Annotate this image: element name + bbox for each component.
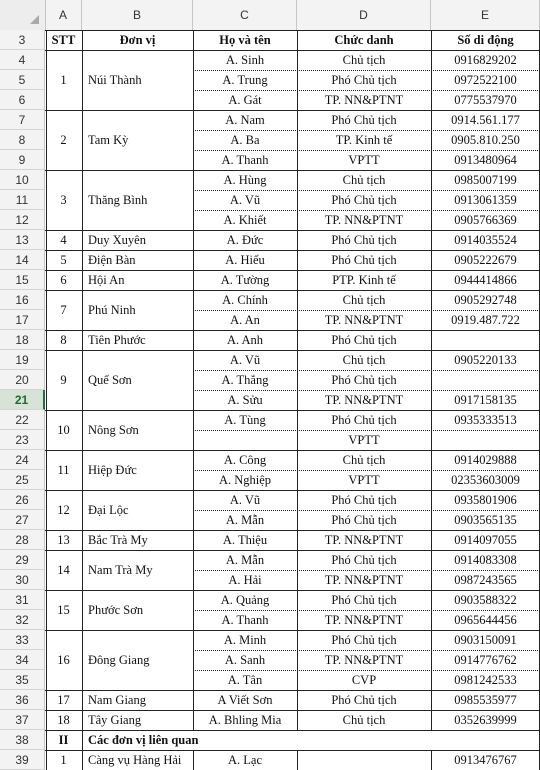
name-cell[interactable]: A. Quảng [220,593,270,607]
title-cell[interactable]: TP. NN&PTNT [324,393,404,407]
title-cell[interactable]: Chủ tịch [342,453,386,467]
title-cell[interactable]: Phó Chủ tịch [331,233,397,247]
row-header-25[interactable]: 25 [0,470,45,490]
phone-cell[interactable]: 0914083308 [454,553,517,567]
cell-border [46,30,47,770]
section-label[interactable]: Các đơn vị liên quan [88,733,199,747]
phone-cell[interactable]: 0919.487.722 [451,313,520,327]
title-cell[interactable]: TP. NN&PTNT [324,533,404,547]
title-cell[interactable] [297,750,431,770]
stt-cell[interactable]: 5 [60,253,67,267]
phone-cell[interactable] [431,330,540,350]
name-cell[interactable]: A. Thiệu [222,533,268,547]
phone-cell[interactable]: 0987243565 [454,573,517,587]
name-cell[interactable]: A. Ba [230,133,260,147]
phone-cell[interactable]: 0965644456 [454,613,517,627]
name-cell[interactable]: A. Công [223,453,267,467]
name-cell[interactable]: A. Bhling Mia [208,713,282,727]
phone-cell[interactable]: 0916829202 [454,53,517,67]
row-header-26[interactable]: 26 [0,490,45,510]
title-cell[interactable]: Phó Chủ tịch [331,193,397,207]
row-header-37[interactable]: 37 [0,710,45,730]
row-header-16[interactable]: 16 [0,290,45,310]
stt-cell[interactable]: 8 [60,333,67,347]
phone-cell[interactable]: 0981242533 [454,673,517,687]
title-cell[interactable]: Phó Chủ tịch [331,633,397,647]
stt-cell[interactable]: 18 [57,713,70,727]
stt-cell[interactable]: 9 [60,373,67,387]
name-cell[interactable]: A. Mẫn [225,513,265,527]
name-cell[interactable] [193,430,297,450]
row-header-31[interactable]: 31 [0,590,45,610]
cell-border [431,30,432,730]
name-cell[interactable]: A. Vũ [229,493,261,507]
title-cell[interactable]: Phó Chủ tịch [331,593,397,607]
row-header-19[interactable]: 19 [0,350,45,370]
title-cell[interactable]: VPTT [348,433,380,447]
row-header-29[interactable]: 29 [0,550,45,570]
phone-cell[interactable]: 0903565135 [454,513,517,527]
name-cell[interactable]: A. An [230,313,260,327]
phone-cell[interactable]: 0972522100 [454,73,517,87]
column-header-b[interactable]: B [82,0,193,30]
row-header-3[interactable]: 3 [0,30,45,50]
title-cell[interactable]: TP. NN&PTNT [324,313,404,327]
title-cell[interactable]: Chủ tịch [342,713,386,727]
select-all-icon [30,15,39,24]
title-cell[interactable]: Chủ tịch [342,173,386,187]
name-cell[interactable]: A. Vũ [229,353,261,367]
row-header-38[interactable]: 38 [0,730,45,750]
column-header-e[interactable]: E [431,0,540,30]
stt-cell[interactable]: 16 [57,653,70,667]
row-header-6[interactable]: 6 [0,90,45,110]
phone-cell[interactable]: 0913061359 [454,193,517,207]
name-cell[interactable]: A. Hải [228,573,262,587]
stt-cell[interactable]: 13 [57,533,70,547]
name-cell[interactable]: A. Tân [227,673,263,687]
header-stt[interactable]: STT [51,33,76,47]
unit-cell[interactable]: Bắc Trà My [88,533,148,547]
row-header-28[interactable]: 28 [0,530,45,550]
stt-cell[interactable]: 4 [60,233,67,247]
row-header-14[interactable]: 14 [0,250,45,270]
header-ho-ten[interactable]: Họ và tên [219,33,271,47]
header-chuc-danh[interactable]: Chức danh [334,33,394,47]
row-header-4[interactable]: 4 [0,50,45,70]
name-cell[interactable]: A. Thắng [221,373,269,387]
title-cell[interactable]: TP. Kinh tế [335,133,393,147]
phone-cell[interactable]: 0775537970 [454,93,517,107]
row-header-9[interactable]: 9 [0,150,45,170]
phone-cell[interactable]: 0903150091 [454,633,517,647]
row-header-11[interactable]: 11 [0,190,45,210]
phone-cell[interactable]: 0985535977 [454,693,517,707]
title-cell[interactable]: Phó Chủ tịch [331,333,397,347]
phone-cell[interactable]: 0905.810.250 [451,133,520,147]
row-header-18[interactable]: 18 [0,330,45,350]
name-cell[interactable]: A. Nghiệp [218,473,272,487]
cell-border [45,30,540,31]
row-header-36[interactable]: 36 [0,690,45,710]
stt-cell[interactable]: 15 [57,603,70,617]
row-header-10[interactable]: 10 [0,170,45,190]
row-header-17[interactable]: 17 [0,310,45,330]
row-header-15[interactable]: 15 [0,270,45,290]
phone-cell[interactable]: 0944414866 [454,273,517,287]
header-don-vi[interactable]: Đơn vị [119,33,156,47]
stt-cell[interactable]: 2 [60,133,67,147]
row-header-39[interactable]: 39 [0,750,45,770]
stt-cell[interactable]: 7 [60,303,67,317]
unit-cell[interactable]: Tây Giang [88,713,142,727]
name-cell[interactable]: A Viết Sơn [217,693,273,707]
unit-cell[interactable]: Đông Giang [88,653,150,667]
stt-cell[interactable]: 3 [60,193,67,207]
phone-cell[interactable]: 0985007199 [454,173,517,187]
phone-cell[interactable]: 0905220133 [454,353,517,367]
name-cell[interactable]: A. Sửu [227,393,263,407]
name-cell[interactable]: A. Nam [225,113,265,127]
unit-cell[interactable]: Hội An [88,273,125,287]
name-cell[interactable]: A. Hiếu [225,253,265,267]
phone-cell[interactable]: 0914029888 [454,453,517,467]
unit-cell[interactable]: Phước Sơn [88,603,144,617]
stt-cell[interactable]: 1 [60,753,67,767]
select-all-corner[interactable] [0,0,46,30]
phone-cell[interactable]: 0914035524 [454,233,517,247]
phone-cell[interactable]: 0917158135 [454,393,517,407]
name-cell[interactable]: A. Minh [223,633,267,647]
row-header-27[interactable]: 27 [0,510,45,530]
cell-border [297,750,298,770]
title-cell[interactable]: TP. NN&PTNT [324,213,404,227]
unit-cell[interactable]: Điện Bàn [88,253,136,267]
name-cell[interactable]: A. Trung [222,73,268,87]
phone-cell[interactable]: 0935801906 [454,493,517,507]
title-cell[interactable]: VPTT [348,153,380,167]
phone-cell[interactable]: 0913476767 [454,753,517,767]
title-cell[interactable]: TP. NN&PTNT [324,573,404,587]
title-cell[interactable]: Phó Chủ tịch [331,693,397,707]
unit-cell[interactable]: Tam Kỳ [88,133,129,147]
phone-cell[interactable] [431,430,540,450]
title-cell[interactable]: VPTT [348,473,380,487]
phone-cell[interactable]: 0905766369 [454,213,517,227]
phone-cell[interactable]: 0352639999 [454,713,517,727]
row-header-23[interactable]: 23 [0,430,45,450]
title-cell[interactable]: Chủ tịch [342,293,386,307]
name-cell[interactable]: A. Khiết [223,213,267,227]
unit-cell[interactable]: Đại Lộc [88,503,129,517]
row-header-34[interactable]: 34 [0,650,45,670]
title-cell[interactable]: Phó Chủ tịch [331,253,397,267]
stt-cell[interactable]: 12 [57,503,70,517]
row-header-13[interactable]: 13 [0,230,45,250]
row-header-5[interactable]: 5 [0,70,45,90]
stt-cell[interactable]: 11 [57,463,70,477]
unit-cell[interactable]: Càng vụ Hàng Hải [88,753,182,767]
phone-cell[interactable]: 0913480964 [454,153,517,167]
cell-border [297,30,298,730]
cell-border [193,30,194,730]
unit-cell[interactable]: Quế Sơn [88,373,132,387]
unit-cell[interactable]: Hiệp Đức [88,463,137,477]
unit-cell[interactable]: Thăng Bình [88,193,148,207]
column-header-d[interactable]: D [297,0,431,30]
row-header-21[interactable]: 21 [0,390,45,410]
header-so-di-dong[interactable]: Số di động [457,33,514,47]
name-cell[interactable]: A. Chính [222,293,268,307]
row-header-24[interactable]: 24 [0,450,45,470]
name-cell[interactable]: A. Hùng [223,173,267,187]
name-cell[interactable]: A. Lạc [227,753,262,767]
title-cell[interactable]: Phó Chủ tịch [331,373,397,387]
phone-cell[interactable] [431,370,540,390]
stt-cell[interactable]: 14 [57,563,70,577]
column-header-bar [0,0,540,31]
row-header-22[interactable]: 22 [0,410,45,430]
name-cell[interactable]: A. Tùng [224,413,266,427]
phone-cell[interactable]: 0903588322 [454,593,517,607]
phone-cell[interactable]: 0935333513 [454,413,517,427]
title-cell[interactable]: Phó Chủ tịch [331,493,397,507]
title-cell[interactable]: TP. NN&PTNT [324,613,404,627]
title-cell[interactable]: Phó Chủ tịch [331,513,397,527]
name-cell[interactable]: A. Gát [228,93,262,107]
phone-cell[interactable]: 0914.561.177 [451,113,520,127]
phone-cell[interactable]: 0905222679 [454,253,517,267]
row-header-33[interactable]: 33 [0,630,45,650]
name-cell[interactable]: A. Sanh [224,653,266,667]
title-cell[interactable]: Phó Chủ tịch [331,553,397,567]
name-cell[interactable]: A. Tường [220,273,270,287]
cell-border [431,750,432,770]
phone-cell[interactable]: 0914776762 [454,653,517,667]
row-header-20[interactable]: 20 [0,370,45,390]
name-cell[interactable]: A. Đức [226,233,264,247]
cell-border [193,750,194,770]
cell-border [82,30,83,770]
title-cell[interactable]: Phó Chủ tịch [331,113,397,127]
stt-cell[interactable]: 6 [60,273,67,287]
stt-cell[interactable]: 1 [60,73,67,87]
name-cell[interactable]: A. Thanh [221,153,269,167]
unit-cell[interactable]: Duy Xuyên [88,233,146,247]
phone-cell[interactable]: 0914097055 [454,533,517,547]
name-cell[interactable]: A. Thanh [221,613,269,627]
row-header-30[interactable]: 30 [0,570,45,590]
column-header-a[interactable]: A [45,0,82,30]
row-header-32[interactable]: 32 [0,610,45,630]
row-header-7[interactable]: 7 [0,110,45,130]
unit-cell[interactable]: Nam Giang [88,693,146,707]
name-cell[interactable]: A. Mẫn [225,553,265,567]
phone-cell[interactable]: 02353603009 [451,473,520,487]
row-header-12[interactable]: 12 [0,210,45,230]
title-cell[interactable]: TP. NN&PTNT [324,653,404,667]
title-cell[interactable]: Phó Chủ tịch [331,413,397,427]
row-header-8[interactable]: 8 [0,130,45,150]
title-cell[interactable]: CVP [351,673,377,687]
row-header-35[interactable]: 35 [0,670,45,690]
name-cell[interactable]: A. Anh [226,333,264,347]
title-cell[interactable]: Chủ tịch [342,353,386,367]
stt-cell[interactable]: 10 [57,423,70,437]
unit-cell[interactable]: Nông Sơn [88,423,139,437]
name-cell[interactable]: A. Vũ [229,193,261,207]
title-cell[interactable]: PTP. Kinh tế [332,273,396,287]
column-header-c[interactable]: C [193,0,297,30]
unit-cell[interactable]: Tiên Phước [88,333,146,347]
phone-cell[interactable]: 0905292748 [454,293,517,307]
name-cell[interactable]: A. Sinh [225,53,265,67]
title-cell[interactable]: TP. NN&PTNT [324,93,404,107]
unit-cell[interactable]: Phú Ninh [88,303,136,317]
section-stt[interactable]: II [58,733,69,747]
title-cell[interactable]: Phó Chủ tịch [331,73,397,87]
title-cell[interactable]: Chủ tịch [342,53,386,67]
unit-cell[interactable]: Núi Thành [88,73,142,87]
unit-cell[interactable]: Nam Trà My [88,563,153,577]
stt-cell[interactable]: 17 [57,693,70,707]
